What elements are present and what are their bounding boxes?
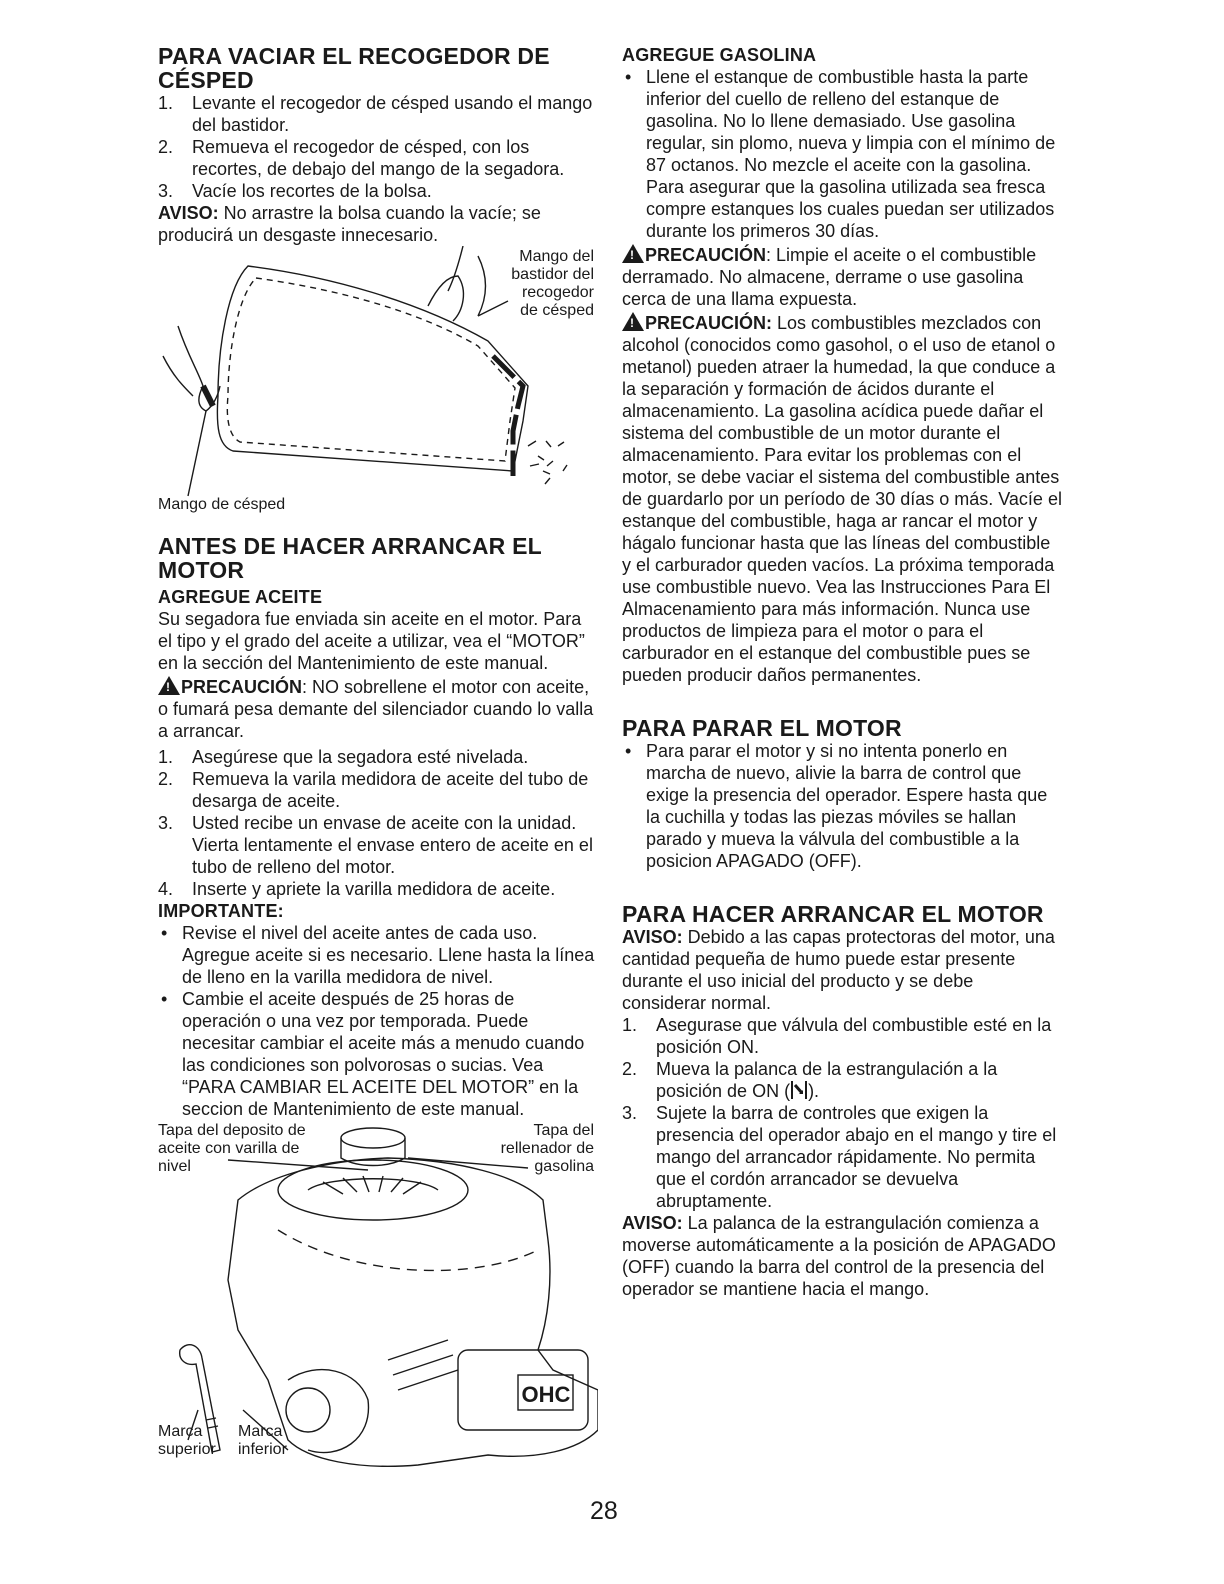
- gasolina-bullets: [622, 66, 1062, 242]
- list-item: 1. Asegúrese que la segadora esté nivelada.: [158, 747, 529, 767]
- warning-icon: [158, 676, 180, 695]
- aceite-intro: Su segadora fue enviada sin aceite en el motor. Para el tipo y el grado del aceite a utilizar, vea el “MOTOR” en la sección del Mantenimiento de este manual.: [158, 609, 585, 673]
- label-oil-cap: Tapa del deposito de aceite con varilla de nivel: [158, 1122, 306, 1175]
- list-item: 1. Asegurase que válvula del combustible esté en la posición ON.: [622, 1015, 1052, 1057]
- grass-bag-figure: [158, 246, 598, 518]
- aviso-vaciar: AVISO: No arrastre la bolsa cuando la vacíe; se producirá un desgaste innecesario.: [158, 203, 541, 245]
- warning-icon: [622, 312, 644, 331]
- list-item: • Cambie el aceite después de 25 horas de operación o una vez por temporada. Puede necesitar cambiar el aceite más a menudo cuando las condiciones son polvorosas o sucias. Vea “PARA CAMBIAR EL ACEITE DEL MOTOR” en la seccion de Mantenimiento de este manual.: [161, 989, 585, 1119]
- right-column: [622, 44, 1062, 1300]
- list-item: 2. Remueva la varila medidora de aceite del tubo de desarga de aceite.: [158, 769, 589, 811]
- choke-on-icon: [790, 1080, 808, 1100]
- warning-icon: [622, 244, 644, 263]
- heading-arrancar: PARA HACER ARRANCAR EL MOTOR: [622, 901, 1044, 927]
- list-item: 1. Levante el recogedor de césped usando el mango del bastidor.: [158, 93, 593, 135]
- list-item: 2. Mueva la palanca de la estrangulación a la posición de ON ( ).: [622, 1059, 998, 1101]
- page-number: 28: [590, 1497, 618, 1525]
- aviso-palanca: AVISO: La palanca de la estrangulación comienza a moverse automáticamente a la posición de APAGADO (OFF) cuando la barra del control de la presencia del operador se mantiene hacia el mango.: [622, 1213, 1056, 1299]
- label-grass-handle: Mango de césped: [158, 496, 286, 513]
- list-item: 4. Inserte y apriete la varilla medidora de aceite.: [158, 879, 556, 899]
- parar-bullets: [622, 740, 1062, 872]
- engine-mark-text: OHC: [521, 1382, 571, 1407]
- aceite-steps: [158, 746, 598, 900]
- list-item: • Revise el nivel del aceite antes de cada uso. Agregue aceite si es necesario. Llene hasta la línea de lleno en la varilla medidora de nivel.: [161, 923, 595, 987]
- label-fuel-cap: Tapa del rellenador de gasolina: [500, 1122, 594, 1175]
- precaucion-aceite: !PRECAUCIÓN: NO sobrellene el motor con aceite, o fumará pesa demante del silenciador cuando lo valla a arrancar.: [158, 674, 598, 742]
- engine-figure: [158, 1120, 598, 1480]
- left-column: [158, 44, 598, 1480]
- heading-vaciar: PARA VACIAR EL RECOGEDOR DE CÉSPED: [158, 43, 550, 93]
- label-frame-handle: Mango del bastidor del recogedor de césped: [511, 248, 594, 319]
- list-item: • Para parar el motor y si no intenta ponerlo en marcha de nuevo, alivie la barra de control que exige la presencia del operador. Espere hasta que la cuchilla y todas las piezas móviles se hallan parado y mueva la válvula del combustible a la posicion APAGADO (OFF).: [625, 741, 1048, 871]
- heading-gasolina: AGREGUE GASOLINA: [622, 45, 817, 65]
- vaciar-steps: [158, 92, 598, 202]
- list-item: 3. Vacíe los recortes de la bolsa.: [158, 181, 432, 201]
- list-item: 2. Remueva el recogedor de césped, con los recortes, de debajo del mango de la segadora.: [158, 137, 565, 179]
- heading-importante: IMPORTANTE:: [158, 901, 284, 921]
- list-item: • Llene el estanque de combustible hasta la parte inferior del cuello de relleno del estanque de gasolina. No lo llene demasiado. Use gasolina regular, sin plomo, nueva y limpia con el mínimo de 87 octanos. No mezcle el aceite con la gasolina. Para asegurar que la gasolina utilizada sea fresca compre estanques los cuales puedan ser utilizados durante los primeros 30 días.: [625, 67, 1056, 241]
- aviso-humo: AVISO: Debido a las capas protectoras del motor, una cantidad pequeña de humo puede estar presente durante el uso inicial del producto y se debe considerar normal.: [622, 927, 1055, 1013]
- precaucion-derrame: !PRECAUCIÓN: Limpie el aceite o el combustible derramado. No almacene, derrame o use gasolina cerca de una llama expuesta.: [622, 242, 1062, 310]
- list-item: 3. Sujete la barra de controles que exigen la presencia del operador abajo en el mango y tire el mango del arrancador rápidamente. No permita que el cordón arrancador se devuelva abruptamente.: [622, 1103, 1057, 1211]
- heading-parar: PARA PARAR EL MOTOR: [622, 715, 902, 741]
- arrancar-steps: [622, 1014, 1062, 1212]
- heading-antes: ANTES DE HACER ARRANCAR EL MOTOR: [158, 533, 542, 583]
- label-lower-mark: Marca inferior: [238, 1423, 287, 1458]
- heading-aceite: AGREGUE ACEITE: [158, 587, 323, 607]
- precaucion-alcohol: !PRECAUCIÓN: Los combustibles mezclados con alcohol (conocidos como gasohol, o el uso de etanol o metanol) pueden atraer la humedad, la que conduce a la separación y formación de ácidos durante el almacenamiento. La gasolina acídica puede dañar el sistema del combustible de un motor durante el almacenamiento. Para evitar los problemas con el motor, se debe vaciar el sistema del combustible antes de guardarlo por un período de 30 días o más. Vacíe el estanque del combustible, haga ar rancar el motor y hágalo funcionar hasta que las líneas del combustible y el carburador queden vacíos. La próxima temporada use combustible nuevo. Vea las Instrucciones Para El Almacenamiento para más información. Nunca use productos de limpieza para el motor o para el carburador en el estanque del combustible pues se pueden producir daños permanentes.: [622, 310, 1062, 686]
- label-upper-mark: Marca superior: [158, 1423, 216, 1458]
- list-item: 3. Usted recibe un envase de aceite con la unidad. Vierta lentamente el envase entero de aceite en el tubo de relleno del motor.: [158, 813, 593, 877]
- importante-bullets: [158, 922, 598, 1120]
